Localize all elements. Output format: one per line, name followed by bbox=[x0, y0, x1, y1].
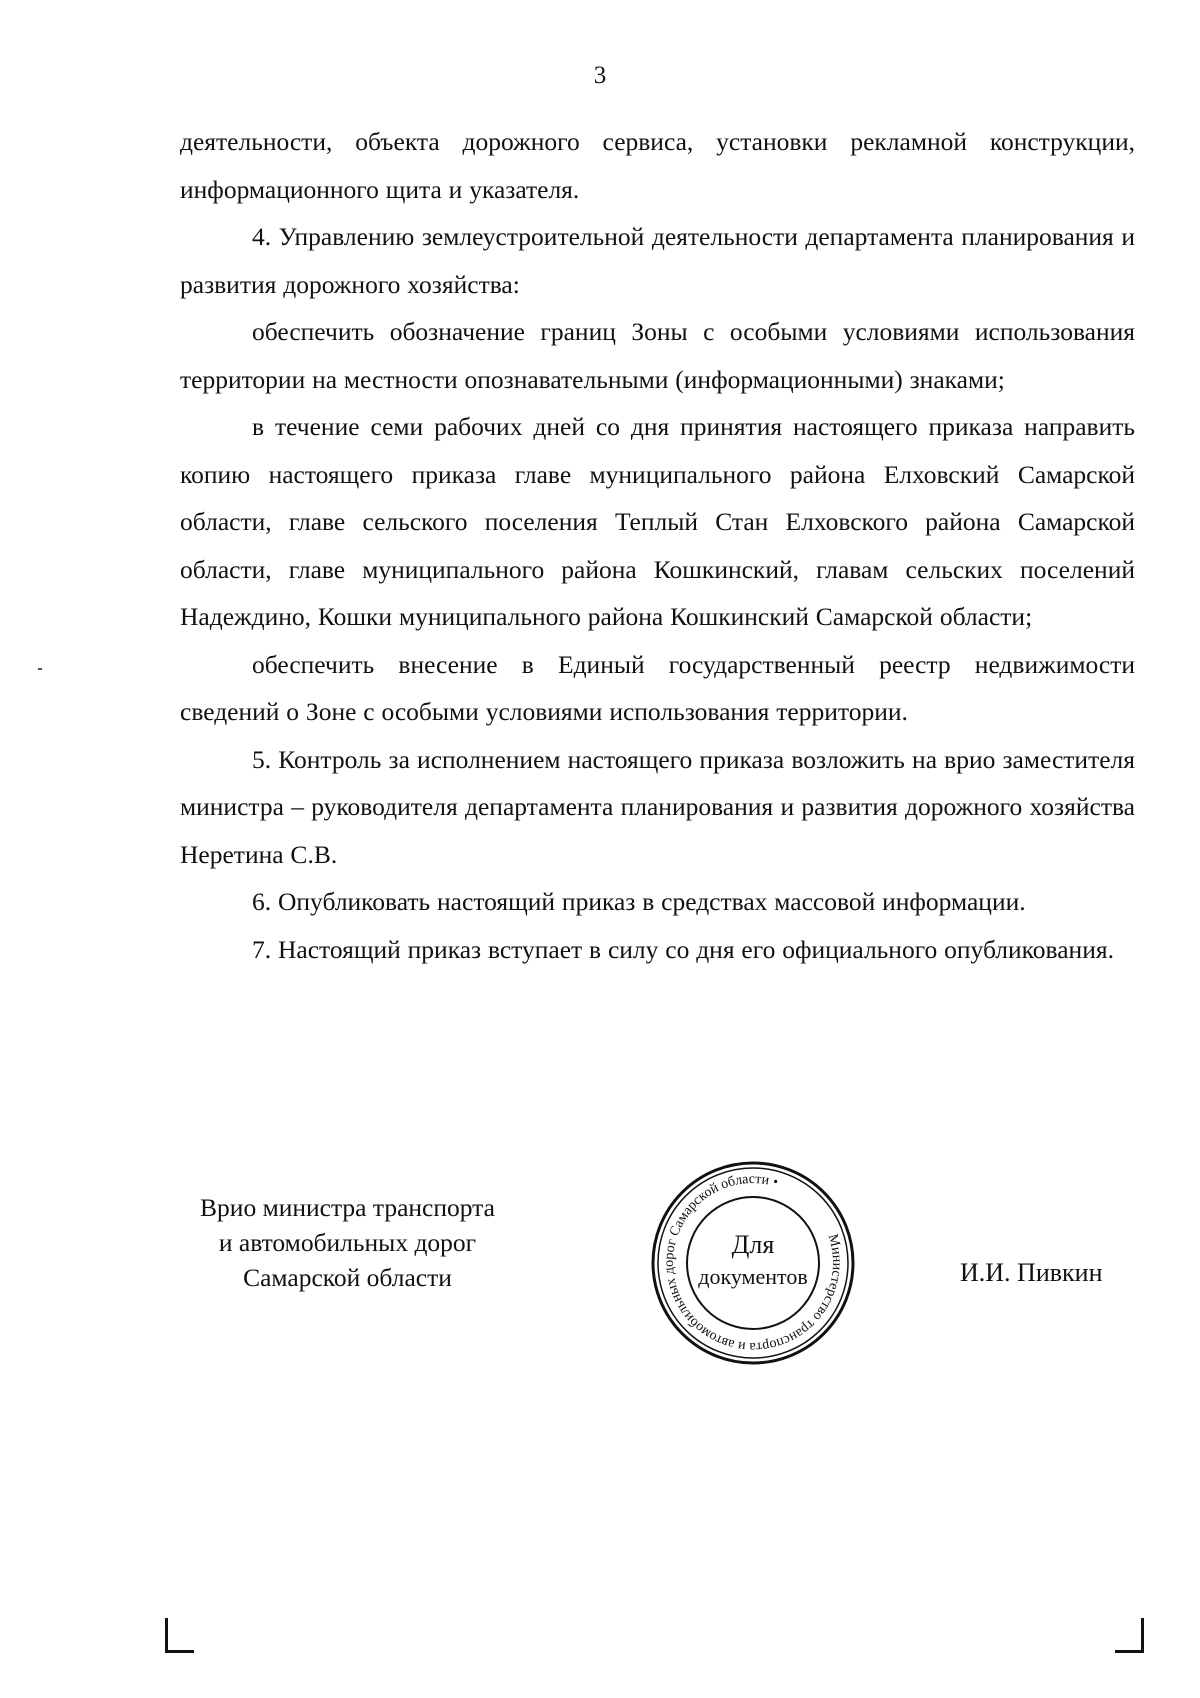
crop-mark-bottom-left bbox=[165, 1618, 194, 1653]
signatory-position-line: Врио министра транспорта bbox=[200, 1193, 495, 1222]
paragraph-item-5: 5. Контроль за исполнением настоящего приказа возложить на врио заместителя министра – руководителя департамента планирования и развития дорожного хозяйства Неретина С.В. bbox=[180, 744, 1135, 869]
paragraph-item-4: 4. Управлению землеустроительной деятельности департамента планирования и развития дорожного хозяйства: bbox=[180, 222, 1135, 299]
paragraph-item-6: 6. Опубликовать настоящий приказ в средствах массовой информации. bbox=[252, 887, 1026, 916]
official-seal bbox=[648, 1158, 858, 1368]
signatory-name: И.И. Пивкин bbox=[960, 1258, 1103, 1287]
document-body bbox=[180, 118, 1135, 973]
seal-center-text: Для bbox=[731, 1230, 775, 1259]
crop-mark-bottom-right bbox=[1115, 1618, 1144, 1653]
seal-ring-text: Министерство транспорта и автомобильных дорог Самарской области • bbox=[661, 1171, 845, 1355]
seal-center-text: документов bbox=[698, 1264, 808, 1289]
scan-speck bbox=[38, 668, 42, 670]
signatory-position bbox=[175, 1190, 520, 1295]
paragraph-item-4-marking: обеспечить обозначение границ Зоны с особыми условиями использования территории на местности опознавательными (информационными) знаками; bbox=[180, 317, 1135, 394]
paragraph-item-7: 7. Настоящий приказ вступает в силу со дня его официального опубликования. bbox=[252, 934, 1114, 964]
page-number: 3 bbox=[593, 62, 607, 89]
paragraph-continuation: деятельности, объекта дорожного сервиса, установки рекламной конструкции, информационного щита и указателя. bbox=[180, 127, 1135, 204]
signatory-position-line: и автомобильных дорог bbox=[218, 1228, 477, 1257]
paragraph-item-4-copies: в течение семи рабочих дней со дня принятия настоящего приказа направить копию настоящего приказа главе муниципального района Елховский Самарской области, главе сельского поселения Теплый Стан Елховского района Самарской области, главе муниципального района Кошкинский, главам сельских поселений Надеждино, Кошки муниципального района Кошкинский Самарской области; bbox=[180, 412, 1135, 631]
signatory-position-line: Самарской области bbox=[243, 1263, 452, 1292]
paragraph-item-4-registry: обеспечить внесение в Единый государственный реестр недвижимости сведений о Зоне с особыми условиями использования территории. bbox=[180, 649, 1135, 726]
svg-text:Министерство транспорта и авто bbox=[648, 1158, 858, 1368]
